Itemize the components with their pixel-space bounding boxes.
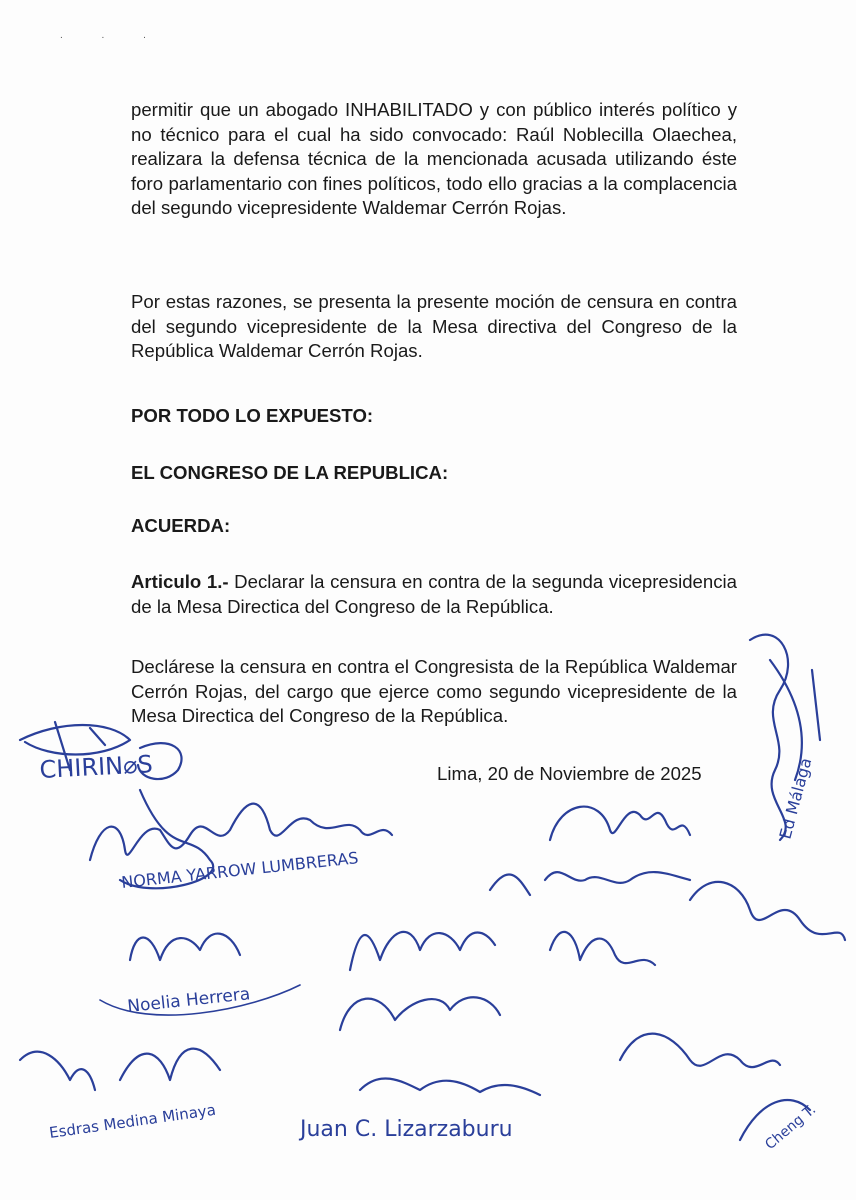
heading-acuerda: ACUERDA: xyxy=(131,515,231,536)
svg-text:Esdras Medina Minaya: Esdras Medina Minaya xyxy=(48,1100,217,1142)
article-text: Declarar la censura en contra de la segunda vicepresidencia de la Mesa Directica del Congreso de la República. xyxy=(131,571,737,617)
signature-middle-right xyxy=(550,882,845,965)
svg-text:NORMA YARROW LUMBRERAS: NORMA YARROW LUMBRERAS xyxy=(120,848,360,892)
scan-marks: . . . xyxy=(60,30,164,41)
signature-lizarzaburu xyxy=(298,1078,540,1142)
paragraph-2: Por estas razones, se presenta la presente moción de censura en contra del segundo vicepresidente de la Mesa directiva del Congreso de la República Waldemar Cerrón Rojas. xyxy=(131,291,737,362)
svg-text:CHIRIN⌀S: CHIRIN⌀S xyxy=(38,750,154,784)
signature-noelia-herrera xyxy=(100,934,300,1017)
signature-adriana xyxy=(340,932,500,1030)
svg-text:Juan C. Lizarzaburu: Juan C. Lizarzaburu xyxy=(300,1117,513,1142)
paragraph-4: Declárese la censura en contra el Congresista de la República Waldemar Cerrón Rojas, del cargo que ejerce como segundo vicepresidente de la Mesa Directica del Congreso de la República. xyxy=(131,656,737,727)
article-1 xyxy=(131,570,737,619)
signature-right-vertical xyxy=(750,635,820,841)
signature-norma-yarrow xyxy=(90,790,392,892)
signature-chirinos xyxy=(20,722,182,784)
heading-congreso: EL CONGRESO DE LA REPUBLICA: xyxy=(131,462,449,483)
svg-text:Ed Málaga: Ed Málaga xyxy=(775,755,816,842)
heading-expuesto: POR TODO LO EXPUESTO: xyxy=(131,405,374,426)
signature-bottom-right xyxy=(620,1034,819,1153)
signature-center-top xyxy=(490,807,690,895)
article-label: Articulo 1.- xyxy=(131,571,229,592)
signature-bottom-left xyxy=(20,1052,95,1090)
signature-esdras-medina xyxy=(48,1049,220,1142)
paragraph-1: permitir que un abogado INHABILITADO y con público interés político y no técnico para el cual ha sido convocado: Raúl Noblecilla Olaechea, realizara la defensa técnica de la mencionada acusada utilizando éste foro parlamentario con fines políticos, todo ello gracias a la complacencia del segundo vicepresidente Waldemar Cerrón Rojas. xyxy=(131,99,737,219)
svg-text:Noelia Herrera: Noelia Herrera xyxy=(126,984,252,1017)
svg-text:Cheng T.: Cheng T. xyxy=(762,1101,820,1154)
date-line: Lima, 20 de Noviembre de 2025 xyxy=(437,763,702,784)
